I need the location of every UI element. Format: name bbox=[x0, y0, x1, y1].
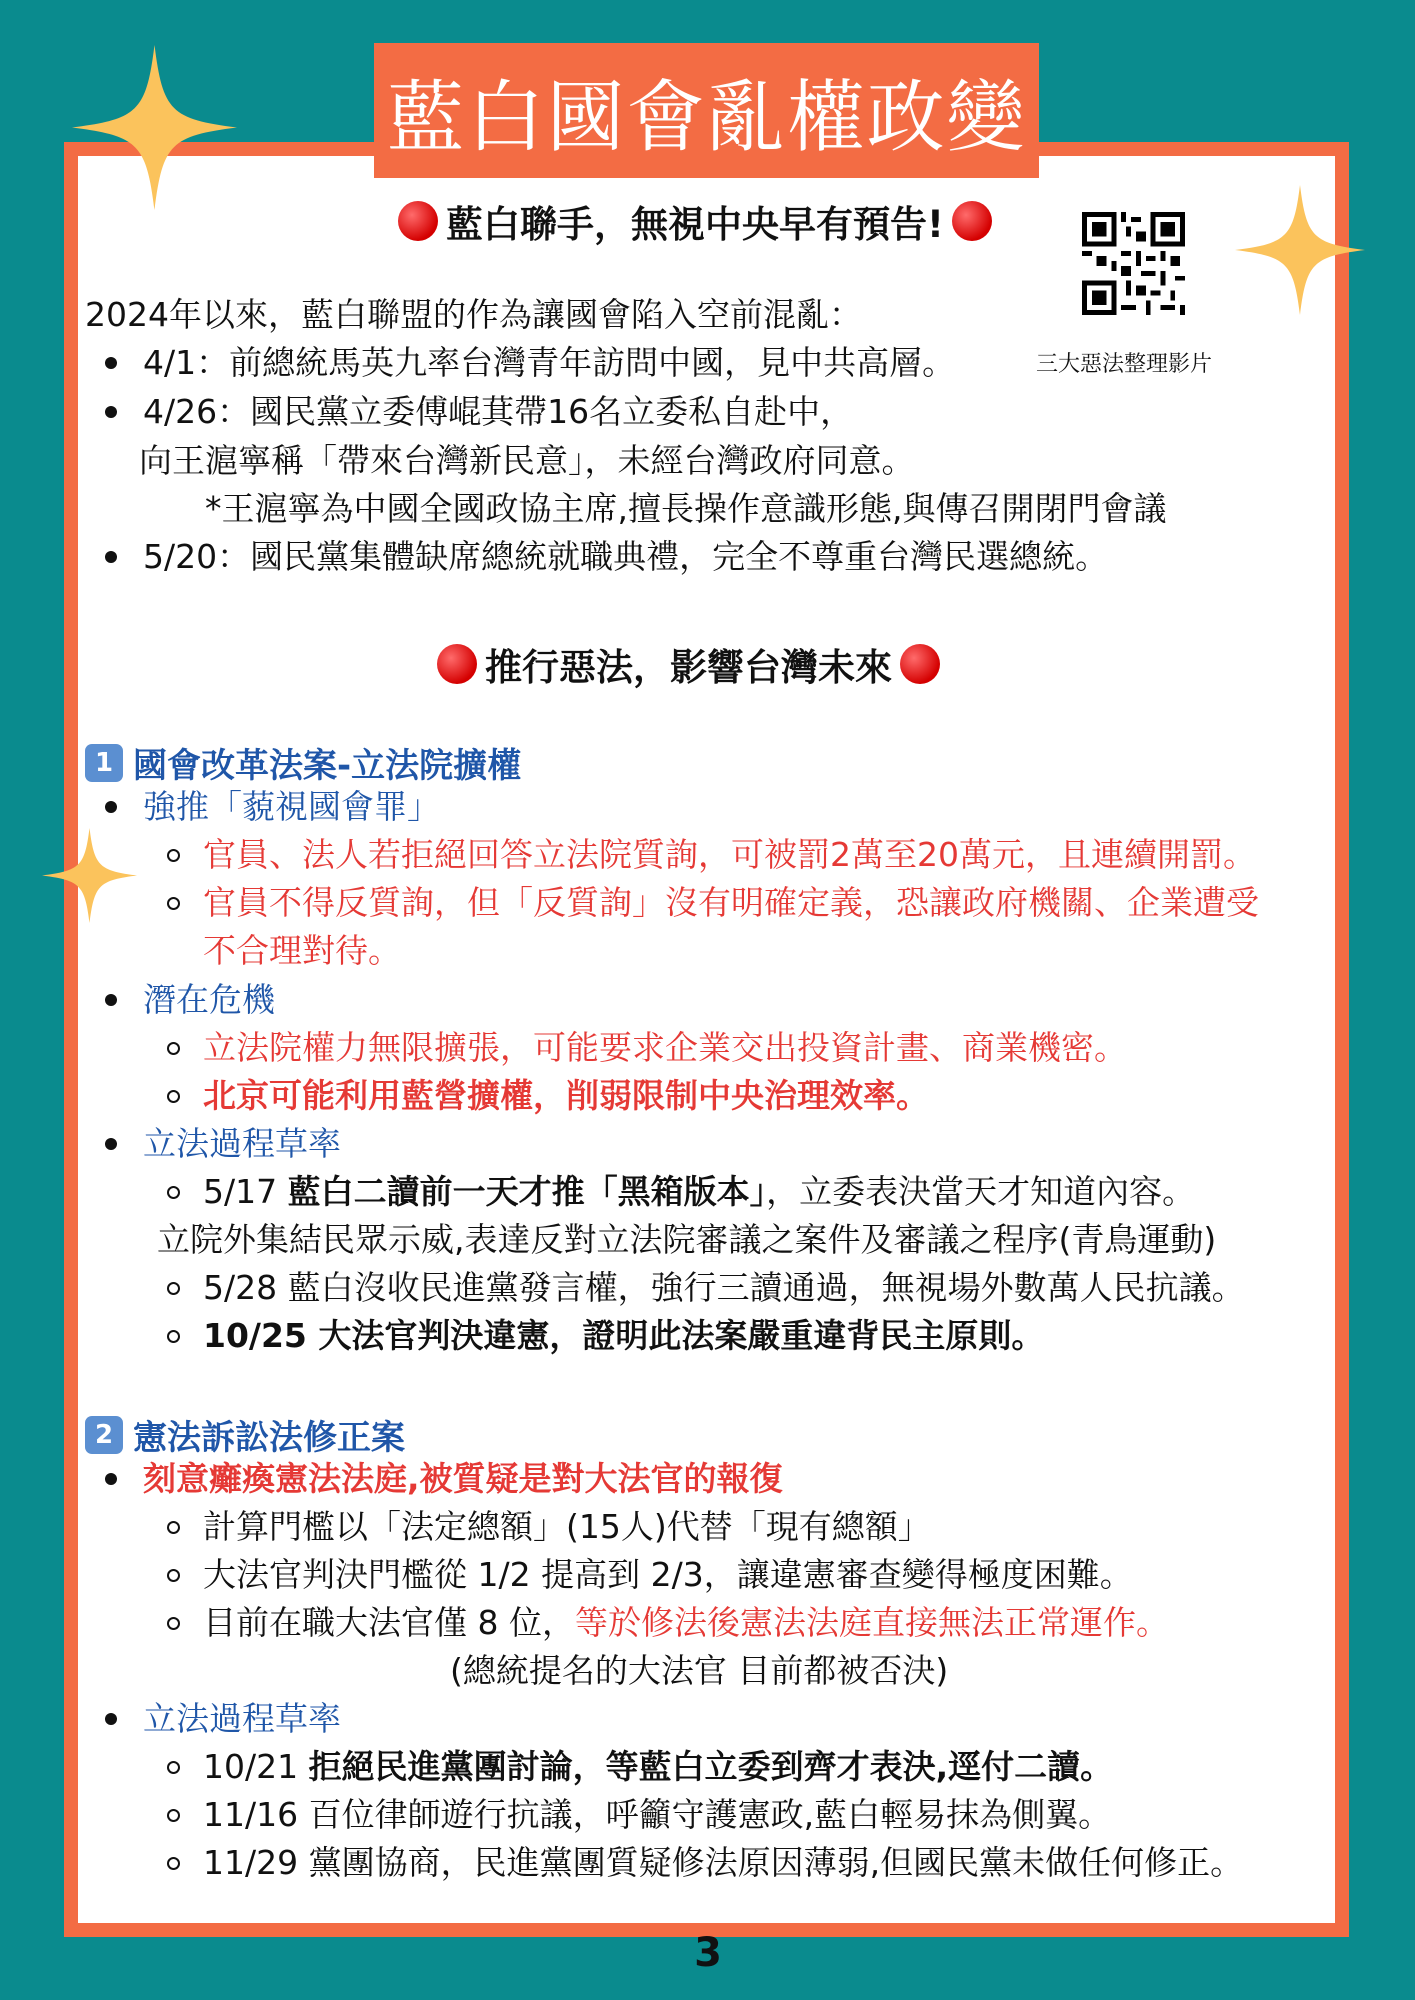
red-circle-icon bbox=[437, 644, 477, 684]
list-item-continuation: 向王滬寧稱「帶來台灣新民意」，未經台灣政府同意。 bbox=[139, 441, 915, 480]
red-circle-icon bbox=[952, 201, 992, 241]
qr-code[interactable] bbox=[1082, 212, 1185, 315]
date-text: 5/17 bbox=[203, 1172, 288, 1211]
bold-text: 拒絕民進黨團討論，等藍白立委到齊才表決,逕付二讀。 bbox=[308, 1747, 1114, 1786]
page-title: 藍白國會亂權政變 bbox=[374, 43, 1039, 178]
law1-heading bbox=[85, 738, 521, 787]
red-circle-icon bbox=[900, 644, 940, 684]
law1-sub-item: 官員、法人若拒絕回答立法院質詢，可被罰2萬至20萬元，且連續開罰。 bbox=[203, 835, 1256, 874]
bold-text: 藍白二讀前一天才推「黑箱版本」 bbox=[287, 1172, 767, 1211]
law1-sub-item: 立法院權力無限擴張，可能要求企業交出投資計畫、商業機密。 bbox=[203, 1028, 1127, 1067]
law1-title: 國會改革法案-立法院擴權 bbox=[133, 746, 522, 786]
date-text: 10/21 bbox=[203, 1747, 309, 1786]
law1-bullet-process: 立法過程草率 bbox=[143, 1124, 341, 1163]
law1-sub-item: 官員不得反質詢，但「反質詢」沒有明確定義，恐讓政府機關、企業遭受 bbox=[203, 883, 1259, 922]
law2-heading bbox=[85, 1410, 405, 1459]
number-two-icon: 2 bbox=[85, 1416, 123, 1454]
law1-sub-item: 10/25 大法官判決違憲，證明此法案嚴重違背民主原則。 bbox=[203, 1316, 1045, 1355]
red-circle-icon bbox=[398, 201, 438, 241]
law2-sub-item: 大法官判決門檻從 1/2 提高到 2/3，讓違憲審查變得極度困難。 bbox=[203, 1555, 1133, 1594]
page-number: 3 bbox=[694, 1930, 722, 1976]
law1-bullet-crisis: 潛在危機 bbox=[143, 980, 275, 1019]
law1-sub-item bbox=[203, 1172, 1195, 1212]
qr-caption: 三大惡法整理影片 bbox=[1036, 352, 1213, 377]
law2-sub-item: 計算門檻以「法定總額」(15人)代替「現有總額」 bbox=[203, 1507, 931, 1546]
law1-sub-item-continuation: 不合理對待。 bbox=[203, 931, 401, 970]
star-icon bbox=[72, 45, 237, 210]
law2-sub-item bbox=[203, 1747, 1113, 1787]
section1-heading-text: 藍白聯手，無視中央早有預告! bbox=[446, 203, 944, 246]
list-item: 4/1：前總統馬英九率台灣青年訪問中國，見中共高層。 bbox=[143, 343, 956, 382]
list-item-note: *王滬寧為中國全國政協主席,擅長操作意識形態,與傳召開閉門會議 bbox=[205, 489, 1167, 528]
star-icon bbox=[1235, 185, 1365, 315]
law1-sub-item: 北京可能利用藍營擴權，削弱限制中央治理效率。 bbox=[203, 1076, 929, 1115]
star-icon bbox=[42, 828, 137, 923]
law2-note: (總統提名的大法官 目前都被否決) bbox=[450, 1651, 949, 1690]
number-one-icon: 1 bbox=[85, 744, 123, 782]
law2-sub-item: 11/16 百位律師遊行抗議，呼籲守護憲政,藍白輕易抹為側翼。 bbox=[203, 1795, 1112, 1834]
section2-heading-text: 推行惡法，影響台灣未來 bbox=[485, 646, 892, 689]
law2-bullet-paralyze: 刻意癱瘓憲法法庭,被質疑是對大法官的報復 bbox=[143, 1459, 783, 1498]
list-item: 5/20：國民黨集體缺席總統就職典禮，完全不尊重台灣民選總統。 bbox=[143, 537, 1109, 576]
section1-heading bbox=[398, 194, 992, 248]
body-text: 目前在職大法官僅 8 位， bbox=[203, 1603, 575, 1642]
law1-note: 立院外集結民眾示威,表達反對立法院審議之案件及審議之程序(青鳥運動) bbox=[157, 1220, 1217, 1259]
law2-title: 憲法訴訟法修正案 bbox=[133, 1418, 405, 1458]
body-text: ，立委表決當天才知道內容。 bbox=[766, 1172, 1196, 1211]
red-text: 等於修法後憲法法庭直接無法正常運作。 bbox=[574, 1603, 1169, 1642]
law2-sub-item: 11/29 黨團協商，民進黨團質疑修法原因薄弱,但國民黨未做任何修正。 bbox=[203, 1843, 1244, 1882]
section1-intro: 2024年以來，藍白聯盟的作為讓國會陷入空前混亂： bbox=[85, 295, 862, 334]
law1-sub-item: 5/28 藍白沒收民進黨發言權，強行三讀通過，無視場外數萬人民抗議。 bbox=[203, 1268, 1245, 1307]
law2-bullet-process: 立法過程草率 bbox=[143, 1699, 341, 1738]
law2-sub-item bbox=[203, 1603, 1169, 1643]
list-item: 4/26：國民黨立委傅崐萁帶16名立委私自赴中， bbox=[143, 392, 854, 431]
section2-heading bbox=[437, 637, 940, 691]
law1-bullet-contempt: 強推「藐視國會罪」 bbox=[143, 787, 440, 826]
